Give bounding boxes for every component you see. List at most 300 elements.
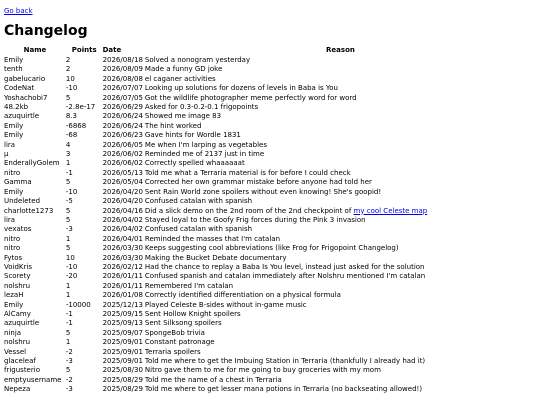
cell-points: [66, 319, 103, 328]
cell-reason: [145, 366, 536, 375]
cell-points: [66, 112, 103, 121]
cell-reason-text: Told me the name of a chest in Terraria: [144, 375, 282, 384]
cell-points: [66, 338, 103, 347]
cell-name: [4, 348, 66, 357]
cell-reason: [145, 225, 536, 234]
cell-points: [66, 141, 103, 150]
cell-reason-text: Sent Rain World zone spoilers without even knowing! She's goopid!: [144, 187, 382, 196]
cell-date-text: 2026/03/30: [102, 244, 143, 253]
cell-date-text: 2025/08/29: [102, 385, 143, 394]
cell-name: [4, 159, 66, 168]
table-row: [4, 366, 536, 375]
cell-date-text: 2026/04/20: [102, 197, 143, 206]
cell-date-text: 2026/07/07: [102, 84, 143, 93]
cell-reason-text: Told me where to get lesser mana potions in Terraria (no backseating allowed!): [144, 385, 423, 394]
cell-name: [4, 169, 66, 178]
cell-points-text: 5: [65, 366, 71, 375]
cell-points: [66, 348, 103, 357]
cell-reason-text: Reminded the masses that I'm catalan: [144, 234, 281, 243]
cell-points-text: 1: [65, 291, 71, 300]
cell-date: [103, 348, 145, 357]
cell-date: [103, 197, 145, 206]
cell-date: [103, 188, 145, 197]
cell-reason: [145, 244, 536, 253]
cell-name: [4, 216, 66, 225]
cell-reason-text: Constant patronage: [144, 338, 215, 347]
cell-name-text: glaceleaf: [4, 357, 36, 365]
cell-date: [103, 291, 145, 300]
table-row: [4, 235, 536, 244]
cell-date-text: 2026/08/08: [102, 74, 143, 83]
cell-name: [4, 301, 66, 310]
cell-date: [103, 112, 145, 121]
cell-points-text: 5: [65, 328, 71, 337]
cell-reason: [145, 338, 536, 347]
cell-reason-text: Keeps suggesting cool abbreviations (like Frog for Frigopoint Changelog): [144, 244, 399, 253]
cell-date-text: 2026/04/01: [102, 234, 143, 243]
cell-date-text: 2026/01/11: [102, 272, 143, 281]
cell-date: [103, 357, 145, 366]
cell-date: [103, 329, 145, 338]
cell-points-text: -68: [65, 131, 78, 140]
cell-reason-text: Confused catalan with spanish: [144, 197, 253, 206]
table-row: [4, 141, 536, 150]
table-row: [4, 65, 536, 74]
cell-date: [103, 310, 145, 319]
cell-name-text: nolshru: [4, 281, 31, 290]
cell-name-text: frigusterio: [4, 366, 40, 375]
cell-reason: [145, 385, 536, 394]
cell-points: [66, 282, 103, 291]
cell-points-text: -3: [65, 357, 73, 365]
page: [0, 7, 540, 395]
cell-points-text: -2.8e-17: [65, 103, 96, 112]
table-row: [4, 94, 536, 103]
cell-reason-text: Correctly identified differentiation on a physical formula: [144, 291, 341, 300]
cell-date-text: 2026/06/05: [102, 140, 143, 149]
table-row: [4, 216, 536, 225]
table-row: [4, 329, 536, 338]
cell-reason-text: Solved a nonogram yesterday: [144, 56, 251, 64]
cell-date: [103, 272, 145, 281]
cell-reason: [145, 272, 536, 281]
cell-reason-text: Showed me image 83: [144, 112, 222, 121]
table-row: [4, 376, 536, 385]
table-row: [4, 150, 536, 159]
cell-points-text: 1: [65, 159, 71, 168]
cell-reason-text: Made a funny GD joke: [144, 65, 223, 74]
cell-points: [66, 197, 103, 206]
cell-points: [66, 159, 103, 168]
cell-points-text: 5: [65, 93, 71, 102]
cell-points-text: -6868: [65, 121, 87, 130]
table-row: [4, 319, 536, 328]
cell-reason: [145, 291, 536, 300]
cell-date-text: 2026/01/08: [102, 291, 143, 300]
cell-name-text: 48.2kb: [4, 103, 29, 112]
cell-date-text: 2025/08/29: [102, 375, 143, 384]
cell-points: [66, 357, 103, 366]
cell-name: [4, 207, 66, 216]
cell-points: [66, 65, 103, 74]
cell-date-text: 2026/05/04: [102, 178, 143, 187]
table-row: [4, 348, 536, 357]
cell-reason: [145, 282, 536, 291]
cell-name: [4, 141, 66, 150]
cell-name-text: EnderallyGolem: [4, 159, 60, 168]
cell-date: [103, 216, 145, 225]
cell-date: [103, 159, 145, 168]
cell-date-text: 2026/06/02: [102, 150, 143, 159]
cell-points: [66, 94, 103, 103]
cell-name-text: Gamma: [4, 178, 32, 187]
cell-points: [66, 56, 103, 65]
cell-reason: [145, 348, 536, 357]
cell-reason: [145, 150, 536, 159]
cell-date-text: 2025/09/07: [102, 328, 143, 337]
cell-name: [4, 103, 66, 112]
cell-date: [103, 56, 145, 65]
cell-reason: [145, 178, 536, 187]
cell-reason: [145, 112, 536, 121]
cell-name-text: Emily: [4, 56, 24, 64]
cell-date: [103, 338, 145, 347]
cell-points-text: -20: [65, 272, 78, 281]
cell-points-text: -1: [65, 309, 73, 318]
cell-points-text: -2: [65, 347, 73, 356]
cell-reason: [145, 207, 536, 216]
cell-points-text: 5: [65, 244, 71, 253]
cell-reason-text: SpongeBob trivia: [144, 328, 205, 337]
cell-date-text: 2025/09/01: [102, 347, 143, 356]
cell-reason: [145, 84, 536, 93]
cell-name: [4, 197, 66, 206]
cell-points: [66, 376, 103, 385]
cell-reason: [145, 131, 536, 140]
cell-reason-text: The hint worked: [144, 121, 202, 130]
cell-reason: [145, 141, 536, 150]
cell-name-text: Nepeza: [4, 385, 31, 394]
cell-name: [4, 235, 66, 244]
page-title: Changelog: [4, 23, 88, 39]
cell-points-text: -1: [65, 319, 73, 328]
cell-date-text: 2025/08/30: [102, 366, 143, 375]
cell-reason-text: Me when I'm larping as vegetables: [144, 140, 267, 149]
cell-date-text: 2025/09/01: [102, 338, 143, 347]
header-reason: Reason: [326, 46, 355, 54]
cell-reason-text: Got the wildlife photographer meme perfectly word for word: [144, 93, 357, 102]
table-row: [4, 357, 536, 366]
cell-reason: [145, 235, 536, 244]
cell-reason-text: Correctly spelled whaaaaaat: [144, 159, 245, 168]
header-name: Name: [23, 46, 47, 54]
cell-points: [66, 131, 103, 140]
cell-reason: [145, 188, 536, 197]
cell-points-text: -5: [65, 197, 73, 206]
cell-reason: [145, 301, 536, 310]
cell-name: [4, 178, 66, 187]
cell-date: [103, 178, 145, 187]
cell-name: [4, 272, 66, 281]
cell-name-text: lira: [4, 215, 16, 224]
cell-points-text: 1: [65, 234, 71, 243]
cell-points: [66, 207, 103, 216]
cell-date: [103, 169, 145, 178]
cell-points: [66, 235, 103, 244]
cell-points: [66, 103, 103, 112]
cell-points: [66, 291, 103, 300]
cell-reason: [145, 319, 536, 328]
cell-name-text: tenth: [4, 65, 23, 74]
cell-name-text: Fytos: [4, 253, 23, 262]
cell-points-text: 1: [65, 338, 71, 347]
cell-name-text: Emily: [4, 187, 24, 196]
table-row: [4, 103, 536, 112]
table-row: [4, 84, 536, 93]
cell-points-text: -1: [65, 168, 73, 177]
cell-points-text: -2: [65, 375, 73, 384]
table-row: [4, 122, 536, 131]
cell-points-text: -3: [65, 225, 73, 234]
cell-points-text: 2: [65, 56, 71, 64]
cell-reason: [145, 263, 536, 272]
cell-reason: [145, 159, 536, 168]
cell-points-text: 4: [65, 140, 71, 149]
cell-reason: [145, 216, 536, 225]
cell-date-text: 2025/12/13: [102, 300, 143, 309]
cell-name-text: Vessel: [4, 347, 27, 356]
cell-date-text: 2026/05/13: [102, 168, 143, 177]
cell-date-text: 2025/09/01: [102, 357, 143, 365]
cell-date: [103, 235, 145, 244]
cell-name-text: Scorety: [4, 272, 31, 281]
cell-points: [66, 244, 103, 253]
table-row: [4, 159, 536, 168]
table-row: [4, 56, 536, 65]
table-row: [4, 282, 536, 291]
cell-reason: [145, 94, 536, 103]
cell-date: [103, 319, 145, 328]
cell-name: [4, 385, 66, 394]
cell-name-text: Emily: [4, 121, 24, 130]
cell-reason-text: Corrected her own grammar mistake before anyone had told her: [144, 178, 372, 187]
cell-reason-text: Gave hints for Wordle 1831: [144, 131, 241, 140]
cell-date-text: 2026/08/09: [102, 65, 143, 74]
cell-reason: [145, 122, 536, 131]
cell-points: [66, 301, 103, 310]
cell-date: [103, 65, 145, 74]
cell-name-text: Yoshachobi7: [4, 93, 48, 102]
header-date: Date: [102, 46, 122, 54]
cell-reason-text: Had the chance to replay a Baba Is You level, instead just asked for the solution: [144, 262, 425, 271]
cell-date: [103, 207, 145, 216]
cell-reason: [145, 169, 536, 178]
cell-name: [4, 150, 66, 159]
table-row: [4, 207, 536, 216]
cell-date: [103, 75, 145, 84]
cell-date: [103, 150, 145, 159]
cell-name-text: charlotte1273: [4, 206, 54, 215]
cell-reason-text: Looking up solutions for dozens of levels in Baba is You: [144, 84, 338, 93]
cell-date: [103, 141, 145, 150]
cell-date: [103, 385, 145, 394]
cell-name-text: VoidKris: [4, 262, 32, 271]
cell-points-text: -3: [65, 385, 73, 394]
cell-points-text: 5: [65, 206, 71, 215]
cell-points-text: -10: [65, 187, 78, 196]
cell-date-text: 2026/06/23: [102, 131, 143, 140]
cell-points: [66, 254, 103, 263]
cell-name-text: Emily: [4, 300, 24, 309]
cell-points-text: 3: [65, 150, 71, 159]
cell-reason-text: Nitro gave them to me for me going to buy groceries with my mom: [144, 366, 381, 375]
cell-points: [66, 366, 103, 375]
cell-date: [103, 301, 145, 310]
cell-date-text: 2026/06/02: [102, 159, 143, 168]
cell-reason-text: Asked for 0.3-0.2-0.1 frigopoints: [144, 103, 259, 112]
cell-name-text: ninja: [4, 328, 22, 337]
cell-points: [66, 75, 103, 84]
cell-name-text: nitro: [4, 234, 21, 243]
cell-reason-text: Terraria spoilers: [144, 347, 201, 356]
cell-name: [4, 263, 66, 272]
cell-name: [4, 65, 66, 74]
header-points: Points: [71, 46, 97, 54]
table-row: [4, 131, 536, 140]
table-row: [4, 188, 536, 197]
table-row: [4, 385, 536, 394]
cell-points: [66, 84, 103, 93]
cell-reason: [145, 310, 536, 319]
cell-name-text: Emily: [4, 131, 24, 140]
table-row: [4, 272, 536, 281]
cell-points: [66, 225, 103, 234]
cell-reason: [145, 65, 536, 74]
cell-reason-text: Stayed loyal to the Goofy Frig forces during the Pink 3 invasion: [144, 215, 366, 224]
cell-reason: [145, 103, 536, 112]
cell-date-text: 2026/03/30: [102, 253, 143, 262]
cell-reason-text: Played Celeste B-sides without in-game music: [144, 300, 307, 309]
cell-points: [66, 178, 103, 187]
cell-name-text: nitro: [4, 244, 21, 253]
cell-reason-text: el caganer activities: [144, 74, 216, 83]
cell-date: [103, 263, 145, 272]
cell-reason-text: Told me where to get the Imbuing Station in Terraria (thankfully I already had it): [144, 357, 426, 365]
cell-reason-text: Sent Silksong spoilers: [144, 319, 222, 328]
cell-reason-text: Did a slick demo on the 2nd room of the 2nd checkpoint of: [144, 206, 354, 215]
cell-date: [103, 376, 145, 385]
cell-reason: [145, 357, 536, 366]
cell-name-text: AlCamy: [4, 309, 31, 318]
table-row: [4, 197, 536, 206]
cell-date: [103, 225, 145, 234]
cell-name-text: azuquirtle: [4, 112, 40, 121]
cell-reason: [145, 56, 536, 65]
cell-date-text: 2026/04/16: [102, 206, 143, 215]
cell-reason: [145, 329, 536, 338]
cell-name: [4, 188, 66, 197]
cell-date: [103, 254, 145, 263]
table-row: [4, 112, 536, 121]
table-row: [4, 244, 536, 253]
cell-date-text: 2026/02/12: [102, 262, 143, 271]
cell-name-text: lira: [4, 140, 16, 149]
cell-points-text: 10: [65, 253, 75, 262]
cell-name: [4, 319, 66, 328]
cell-date-text: 2025/09/15: [102, 309, 143, 318]
cell-date-text: 2025/09/13: [102, 319, 143, 328]
cell-date-text: 2026/04/02: [102, 225, 143, 234]
cell-date: [103, 366, 145, 375]
cell-points-text: 5: [65, 215, 71, 224]
cell-date-text: 2026/01/11: [102, 281, 143, 290]
cell-name: [4, 225, 66, 234]
cell-name: [4, 244, 66, 253]
table-row: [4, 310, 536, 319]
cell-name: [4, 357, 66, 366]
cell-points: [66, 169, 103, 178]
cell-name-text: nitro: [4, 168, 21, 177]
cell-points-text: -10: [65, 262, 78, 271]
cell-points-text: 5: [65, 178, 71, 187]
table-row: [4, 263, 536, 272]
celeste-map-link[interactable]: my cool Celeste map: [353, 206, 428, 215]
cell-name: [4, 338, 66, 347]
changelog-rows: [4, 56, 536, 395]
cell-reason: [145, 75, 536, 84]
cell-name: [4, 84, 66, 93]
cell-name-text: μ: [4, 150, 9, 159]
table-header-row: [4, 46, 536, 56]
cell-name: [4, 56, 66, 65]
cell-name: [4, 94, 66, 103]
cell-reason: [145, 376, 536, 385]
cell-points: [66, 188, 103, 197]
cell-date: [103, 244, 145, 253]
cell-points-text: 1: [65, 281, 71, 290]
cell-reason-text: Confused spanish and catalan immediately after Nolshru mentioned I'm catalan: [144, 272, 426, 281]
table-row: [4, 178, 536, 187]
changelog-table: [4, 46, 536, 395]
go-back-link[interactable]: Go back: [4, 7, 33, 15]
cell-date-text: 2026/06/24: [102, 112, 143, 121]
cell-points: [66, 263, 103, 272]
cell-reason-text: Making the Bucket Debate documentary: [144, 253, 287, 262]
cell-name: [4, 310, 66, 319]
cell-name: [4, 122, 66, 131]
table-row: [4, 254, 536, 263]
cell-name-text: nolshru: [4, 338, 31, 347]
cell-name-text: Undeleted: [4, 197, 41, 206]
cell-points: [66, 150, 103, 159]
cell-points-text: 10: [65, 74, 75, 83]
cell-name: [4, 75, 66, 84]
cell-reason-text: Remembered I'm catalan: [144, 281, 234, 290]
cell-points: [66, 272, 103, 281]
cell-points-text: -10000: [65, 300, 91, 309]
cell-name-text: CodeNat: [4, 84, 35, 93]
cell-date: [103, 94, 145, 103]
cell-reason-text: Reminded me of 2137 just in time: [144, 150, 265, 159]
cell-date: [103, 282, 145, 291]
cell-reason: [145, 254, 536, 263]
table-row: [4, 301, 536, 310]
cell-name: [4, 376, 66, 385]
cell-date-text: 2026/07/05: [102, 93, 143, 102]
cell-name: [4, 254, 66, 263]
cell-name-text: vexatos: [4, 225, 32, 234]
cell-date-text: 2026/06/24: [102, 121, 143, 130]
